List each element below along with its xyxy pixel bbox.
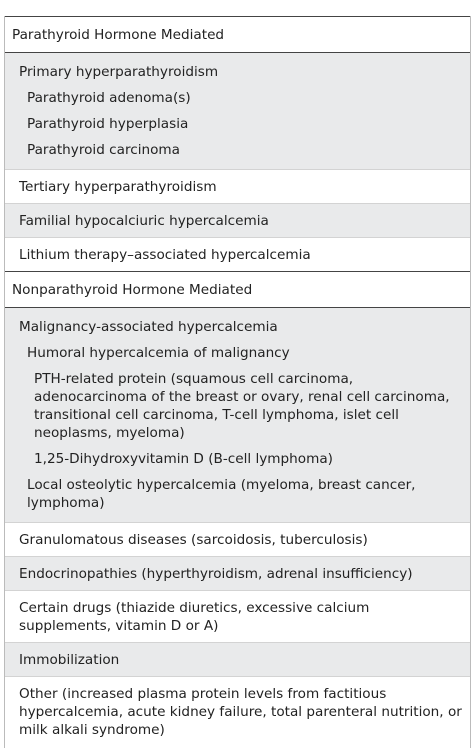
table-row-familial xyxy=(5,204,470,238)
row-label-malignancy-associated: Malignancy-associated hypercalcemia xyxy=(19,319,278,335)
table-row-lithium xyxy=(5,238,470,271)
section-header-non-pth-mediated: Nonparathyroid Hormone Mediated xyxy=(5,271,470,308)
table-row-other xyxy=(5,677,470,748)
table-row-tertiary xyxy=(5,170,470,204)
row-label-other: Other (increased plasma protein levels from factitious hypercalcemia, acute kidney failure, total parenteral nutrition, or milk alkali syndrome) xyxy=(19,686,462,738)
row-label-primary-hyperparathyroidism: Primary hyperparathyroidism xyxy=(19,64,219,80)
table-row-drugs xyxy=(5,591,470,643)
row-label-immobilization: Immobilization xyxy=(19,652,120,668)
row-label-tertiary-hyperparathyroidism: Tertiary hyperparathyroidism xyxy=(19,179,217,195)
row-label-endocrinopathies: Endocrinopathies (hyperthyroidism, adrenal insufficiency) xyxy=(19,566,413,582)
table-row-immobilization xyxy=(5,643,470,677)
row-label-familial-hypocalciuric: Familial hypocalciuric hypercalcemia xyxy=(19,213,269,229)
row-label-local-osteolytic: Local osteolytic hypercalcemia (myeloma, breast cancer, lymphoma) xyxy=(27,477,416,511)
row-label-certain-drugs: Certain drugs (thiazide diuretics, excessive calcium supplements, vitamin D or A) xyxy=(19,600,370,634)
row-label-humoral-hypercalcemia: Humoral hypercalcemia of malignancy xyxy=(27,345,290,361)
section-header-pth-mediated: Parathyroid Hormone Mediated xyxy=(5,16,470,53)
row-label-lithium-therapy: Lithium therapy–associated hypercalcemia xyxy=(19,247,311,263)
table-row-granulomatous xyxy=(5,523,470,557)
hypercalcemia-causes-table xyxy=(4,16,471,748)
row-label-granulomatous-diseases: Granulomatous diseases (sarcoidosis, tuberculosis) xyxy=(19,532,368,548)
row-label-pth-related-protein: PTH-related protein (squamous cell carcinoma, adenocarcinoma of the breast or ovary, renal cell carcinoma, transitional cell carcinoma, T-cell lymphoma, islet cell neoplasms, myeloma) xyxy=(34,371,450,441)
table-row-endocrinopathies xyxy=(5,557,470,591)
row-label-parathyroid-carcinoma: Parathyroid carcinoma xyxy=(27,142,181,158)
row-label-parathyroid-hyperplasia: Parathyroid hyperplasia xyxy=(27,116,189,132)
table-row-malignancy xyxy=(5,308,470,523)
row-label-parathyroid-adenoma: Parathyroid adenoma(s) xyxy=(27,90,191,106)
row-label-dihydroxyvitamin-d: 1,25-Dihydroxyvitamin D (B-cell lymphoma) xyxy=(34,451,333,467)
table-row-primary xyxy=(5,53,470,170)
